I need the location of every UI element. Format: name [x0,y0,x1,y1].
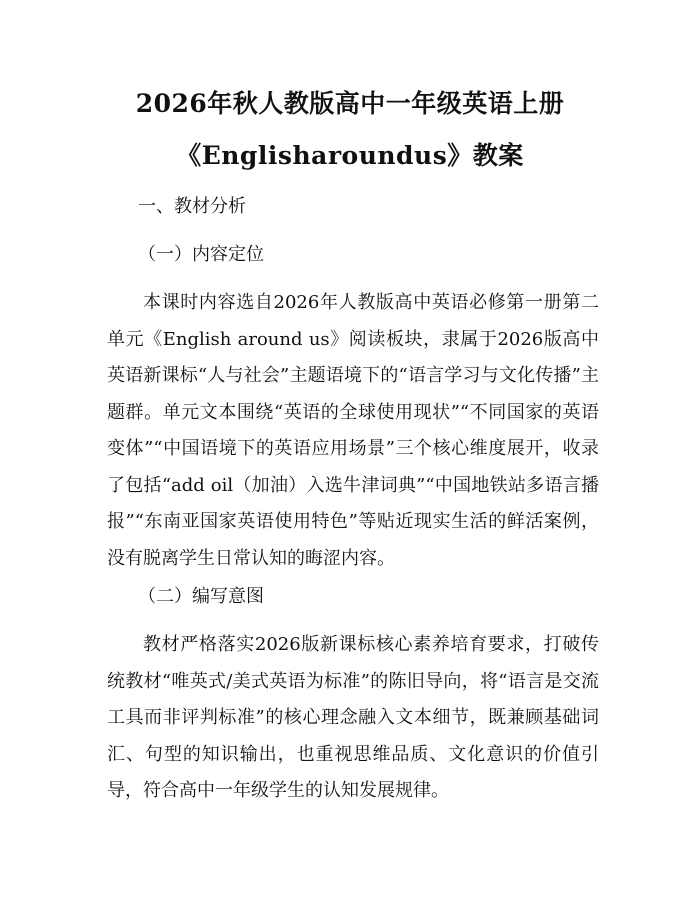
subsection-heading-content-positioning: （一）内容定位 [138,244,264,265]
subsection-heading-writing-intent: （二）编写意图 [138,586,264,607]
paragraph-writing-intent: 教材严格落实2026版新课标核心素养培育要求，打破传统教材“唯英式/美式英语为标准”的陈旧导向，将“语言是交流工具而非评判标准”的核心理念融入文本细节，既兼顾基础词汇、句型的知识输出，也重视思维品质、文化意识的价值引导，符合高中一年级学生的认知发展规律。 [107,634,599,801]
paragraph-content-positioning: 本课时内容选自2026年人教版高中英语必修第一册第二单元《English around us》阅读板块，隶属于2026版高中英语新课标“人与社会”主题语境下的“语言学习与文化传播”主题群。单元文本围绕“英语的全球使用现状”“不同国家的英语变体”“中国语境下的英语应用场景”三个核心维度展开，收录了包括“add oil（加油）入选牛津词典”“中国地铁站多语言播报”“东南亚国家英语使用特色”等贴近现实生活的鲜活案例，没有脱离学生日常认知的晦涩内容。 [107,292,599,569]
section-heading-textbook-analysis: 一、教材分析 [138,196,246,217]
document-title-line-2: 《Englisharoundus》教案 [176,141,524,170]
document-title-line-1: 2026年秋人教版高中一年级英语上册 [135,89,565,118]
